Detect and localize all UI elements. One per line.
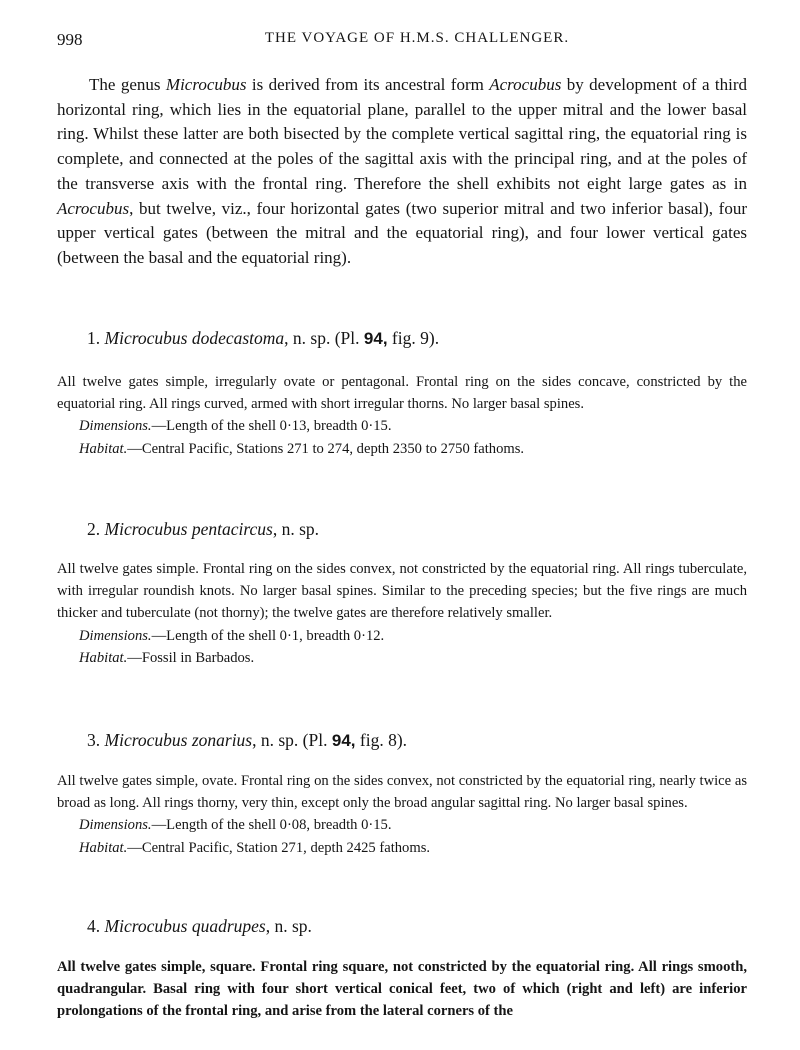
species-dimensions	[57, 415, 747, 437]
species-name: Microcubus pentacircus	[104, 519, 273, 539]
species-heading	[57, 914, 747, 938]
intro-text-4: , but twelve, viz., four horizontal gates (two superior mitral and two inferior basal), four upper vertical gates (between the mitral and the equatorial ring), and four lower vertical gates (between the basal and the equatorial ring).	[57, 198, 747, 267]
species-dimensions	[57, 625, 747, 647]
species-heading	[57, 517, 747, 541]
running-title: THE VOYAGE OF H.M.S. CHALLENGER.	[264, 30, 570, 46]
species-entry	[57, 517, 747, 669]
dimensions-label: Dimensions.	[79, 627, 152, 644]
dimensions-value: —Length of the shell 0·13, breadth 0·15.	[151, 418, 392, 435]
species-name: Microcubus zonarius	[104, 730, 253, 750]
species-number: 1.	[87, 328, 101, 348]
species-suffix: , n. sp.	[265, 916, 312, 936]
figure-ref: fig. 9).	[387, 328, 440, 348]
dimensions-label: Dimensions.	[79, 418, 152, 435]
species-name: Microcubus quadrupes	[104, 916, 266, 936]
species-suffix: , n. sp. (Pl.	[252, 730, 332, 750]
species-heading	[57, 326, 747, 351]
species-entry	[57, 728, 747, 859]
species-number: 3.	[87, 730, 101, 750]
figure-ref: fig. 8).	[355, 730, 408, 750]
page-number: 998	[57, 30, 83, 49]
habitat-label: Habitat.	[79, 649, 128, 666]
species-description: All twelve gates simple, square. Frontal ring square, not constricted by the equatorial ring. All rings smooth, quadrangular. Basal ring with four short vertical conical feet, two of which (right and left) are inferior prolongations of the frontal ring, and arise from the lateral corners of the	[57, 959, 747, 1020]
intro-text-3: by development of a third horizontal ring, which lies in the equatorial plane, parallel to the upper mitral and the lower basal ring. Whilst these latter are both bisected by the complete vertical sagittal ring, the equatorial ring is complete, and connected at the poles of the sagittal axis with the principal ring, and at the poles of the transverse axis with the frontal ring. Therefore the shell exhibits not eight large gates as in	[57, 75, 748, 193]
species-number: 2.	[87, 519, 101, 539]
species-entry	[57, 914, 747, 1023]
species-entry	[57, 326, 747, 460]
habitat-label: Habitat.	[79, 440, 128, 457]
species-habitat	[57, 438, 747, 460]
habitat-value: —Fossil in Barbados.	[127, 649, 255, 666]
habitat-label: Habitat.	[79, 839, 128, 856]
intro-text-2: is derived from its ancestral form	[246, 75, 490, 94]
species-dimensions	[57, 814, 747, 836]
intro-paragraph	[57, 73, 747, 271]
species-habitat	[57, 837, 747, 859]
species-description: All twelve gates simple. Frontal ring on the sides convex, not constricted by the equatorial ring. All rings tuberculate, with irregular roundish knots. No larger basal spines. Similar to the preceding species; but the five rings are much thicker and tuberculate (not thorny); the twelve gates are therefore relatively smaller.	[57, 561, 747, 622]
genus-name: Microcubus	[165, 75, 247, 94]
habitat-value: —Central Pacific, Station 271, depth 2425 fathoms.	[127, 839, 431, 856]
species-description: All twelve gates simple, irregularly ovate or pentagonal. Frontal ring on the sides concave, constricted by the equatorial ring. All rings curved, armed with short irregular thorns. No larger basal spines.	[57, 374, 747, 413]
running-header	[57, 30, 747, 52]
genus-name: Acrocubus	[489, 75, 562, 94]
dimensions-value: —Length of the shell 0·08, breadth 0·15.	[151, 817, 392, 834]
species-number: 4.	[87, 916, 101, 936]
intro-text-1: The genus	[89, 75, 166, 94]
dimensions-value: —Length of the shell 0·1, breadth 0·12.	[151, 627, 385, 644]
species-habitat	[57, 647, 747, 669]
species-name: Microcubus dodecastoma	[104, 328, 285, 348]
plate-number: 94,	[363, 329, 388, 348]
dimensions-label: Dimensions.	[79, 817, 152, 834]
genus-name: Acrocubus	[57, 198, 130, 218]
species-suffix: , n. sp. (Pl.	[284, 328, 364, 348]
species-heading	[57, 728, 747, 753]
plate-number: 94,	[331, 731, 356, 750]
habitat-value: —Central Pacific, Stations 271 to 274, depth 2350 to 2750 fathoms.	[127, 440, 525, 457]
species-suffix: , n. sp.	[272, 519, 320, 539]
species-description: All twelve gates simple, ovate. Frontal ring on the sides convex, not constricted by the equatorial ring, nearly twice as broad as long. All rings thorny, very thin, except only the broad angular sagittal ring. No larger basal spines.	[57, 773, 747, 812]
